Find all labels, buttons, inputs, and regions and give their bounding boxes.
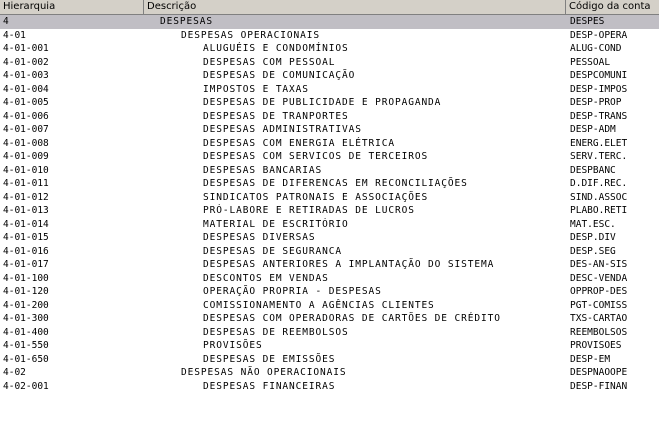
table-row[interactable] [0,245,659,259]
cell-descricao: PRÓ-LABORE E RETIRADAS DE LUCROS [203,205,415,216]
cell-hierarquia: 4-01-400 [3,326,49,338]
cell-hierarquia: 4-01-120 [3,286,49,297]
cell-hierarquia: 4-01-002 [3,56,49,68]
cell-hierarquia: 4-01-009 [3,151,49,162]
table-row[interactable] [0,231,659,245]
cell-codigo: DESP.DIV [570,232,616,243]
cell-descricao: DESPESAS COM SERVICOS DE TERCEIROS [203,151,429,162]
table-row[interactable] [0,380,659,394]
cell-codigo: SIND.ASSOC [570,191,628,203]
cell-codigo: SERV.TERC. [570,151,628,162]
cell-codigo: ALUG-COND [570,43,622,54]
cell-codigo: PLABO.RETI [570,205,628,216]
table-row[interactable] [0,285,659,299]
cell-descricao: ALUGUÉIS E CONDOMÍNIOS [203,43,349,54]
cell-hierarquia: 4-01-007 [3,124,49,135]
cell-hierarquia: 4-01-017 [3,259,49,270]
cell-descricao: DESPESAS DE REEMBOLSOS [203,326,349,338]
grid-header [0,0,659,15]
table-row[interactable] [0,29,659,43]
table-row[interactable] [0,272,659,286]
column-header-hierarquia[interactable]: Hierarquia [0,0,144,14]
table-row[interactable] [0,56,659,70]
table-row[interactable] [0,42,659,56]
cell-descricao: DESCONTOS EM VENDAS [203,272,329,284]
cell-descricao: MATERIAL DE ESCRITÓRIO [203,218,349,230]
cell-codigo: D.DIF.REC. [570,178,628,189]
table-row[interactable] [0,204,659,218]
cell-codigo: TXS-CARTAO [570,313,628,324]
cell-codigo: DES-AN-SIS [570,259,628,270]
cell-codigo: DESP.SEG [570,245,616,257]
table-row[interactable] [0,96,659,110]
cell-descricao: PROVISÕES [203,340,263,351]
cell-descricao: DESPESAS FINANCEIRAS [203,380,336,392]
cell-hierarquia: 4-01-016 [3,245,49,257]
cell-descricao: DESPESAS OPERACIONAIS [181,29,321,41]
cell-codigo: ENERG.ELET [570,137,628,149]
cell-codigo: PGT-COMISS [570,299,628,311]
cell-descricao: DESPESAS BANCARIAS [203,164,323,176]
cell-hierarquia: 4-01-013 [3,205,49,216]
cell-codigo: DESP-IMPOS [570,83,628,95]
cell-descricao: OPERAÇÃO PROPRIA - DESPESAS [203,286,382,297]
cell-hierarquia: 4-01-550 [3,340,49,351]
cell-descricao: DESPESAS DE SEGURANCA [203,245,343,257]
table-row[interactable] [0,83,659,97]
table-row[interactable] [0,218,659,232]
cell-hierarquia: 4-01-001 [3,43,49,54]
table-row[interactable] [0,191,659,205]
cell-hierarquia: 4-01 [3,29,26,41]
cell-codigo: DESP-ADM [570,124,616,135]
column-header-descricao[interactable]: Descrição [144,0,566,14]
cell-descricao: DESPESAS ANTERIORES A IMPLANTAÇÃO DO SISTEMA [203,259,495,270]
cell-hierarquia: 4-01-008 [3,137,49,149]
cell-descricao: IMPOSTOS E TAXAS [203,83,309,95]
table-row[interactable] [0,69,659,83]
table-row[interactable] [0,123,659,137]
cell-descricao: DESPESAS [160,16,213,27]
cell-descricao: DESPESAS NÃO OPERACIONAIS [181,367,347,378]
cell-hierarquia: 4-01-006 [3,110,49,122]
cell-descricao: DESPESAS COM PESSOAL [203,56,336,68]
cell-hierarquia: 4-01-015 [3,232,49,243]
table-row[interactable] [0,353,659,367]
cell-codigo: DESPCOMUNI [570,70,628,81]
cell-codigo: DESC-VENDA [570,272,628,284]
cell-codigo: DESP-PROP [570,97,622,108]
cell-hierarquia: 4-01-005 [3,97,49,108]
cell-codigo: DESP-EM [570,353,611,365]
cell-codigo: REEMBOLSOS [570,326,628,338]
cell-descricao: DESPESAS DE COMUNICAÇÃO [203,70,356,81]
cell-hierarquia: 4-01-004 [3,83,49,95]
grid-body [0,15,659,393]
cell-hierarquia: 4-01-200 [3,299,49,311]
cell-descricao: DESPESAS DE PUBLICIDADE E PROPAGANDA [203,97,442,108]
cell-hierarquia: 4-01-012 [3,191,49,203]
cell-descricao: DESPESAS COM OPERADORAS DE CARTÕES DE CRÉDITO [203,313,501,324]
table-row[interactable] [0,110,659,124]
table-row[interactable] [0,326,659,340]
cell-hierarquia: 4-01-003 [3,70,49,81]
table-row[interactable] [0,137,659,151]
table-row[interactable] [0,339,659,353]
cell-codigo: PESSOAL [570,56,611,68]
cell-codigo: DESP-TRANS [570,110,628,122]
cell-codigo: DESPBANC [570,164,616,176]
cell-codigo: MAT.ESC. [570,218,616,230]
cell-codigo: PROVISOES [570,340,622,351]
cell-descricao: DESPESAS COM ENERGIA ELÉTRICA [203,137,395,149]
cell-hierarquia: 4-01-011 [3,178,49,189]
cell-codigo: DESPNAOOPE [570,367,628,378]
cell-hierarquia: 4-01-014 [3,218,49,230]
table-row[interactable] [0,312,659,326]
table-row[interactable] [0,150,659,164]
cell-descricao: DESPESAS DE DIFERENCAS EM RECONCILIAÇÕES [203,178,468,189]
cell-descricao: DESPESAS DIVERSAS [203,232,316,243]
cell-codigo: OPPROP-DES [570,286,628,297]
table-row[interactable] [0,15,659,29]
table-row[interactable] [0,366,659,380]
cell-descricao: DESPESAS DE EMISSÕES [203,353,336,365]
table-row[interactable] [0,258,659,272]
cell-codigo: DESPES [570,16,605,27]
table-row[interactable] [0,299,659,313]
cell-descricao: DESPESAS ADMINISTRATIVAS [203,124,362,135]
cell-hierarquia: 4 [3,16,9,27]
cell-codigo: DESP-OPERA [570,29,628,41]
cell-hierarquia: 4-02-001 [3,380,49,392]
cell-hierarquia: 4-01-650 [3,353,49,365]
cell-codigo: DESP-FINAN [570,380,628,392]
cell-descricao: DESPESAS DE TRANPORTES [203,110,349,122]
column-header-codigo[interactable]: Código da conta [569,1,651,12]
cell-hierarquia: 4-01-010 [3,164,49,176]
cell-hierarquia: 4-01-100 [3,272,49,284]
cell-descricao: SINDICATOS PATRONAIS E ASSOCIAÇÕES [203,191,429,203]
cell-descricao: COMISSIONAMENTO A AGÊNCIAS CLIENTES [203,299,435,311]
cell-hierarquia: 4-01-300 [3,313,49,324]
cell-hierarquia: 4-02 [3,367,26,378]
table-row[interactable] [0,164,659,178]
table-row[interactable] [0,177,659,191]
